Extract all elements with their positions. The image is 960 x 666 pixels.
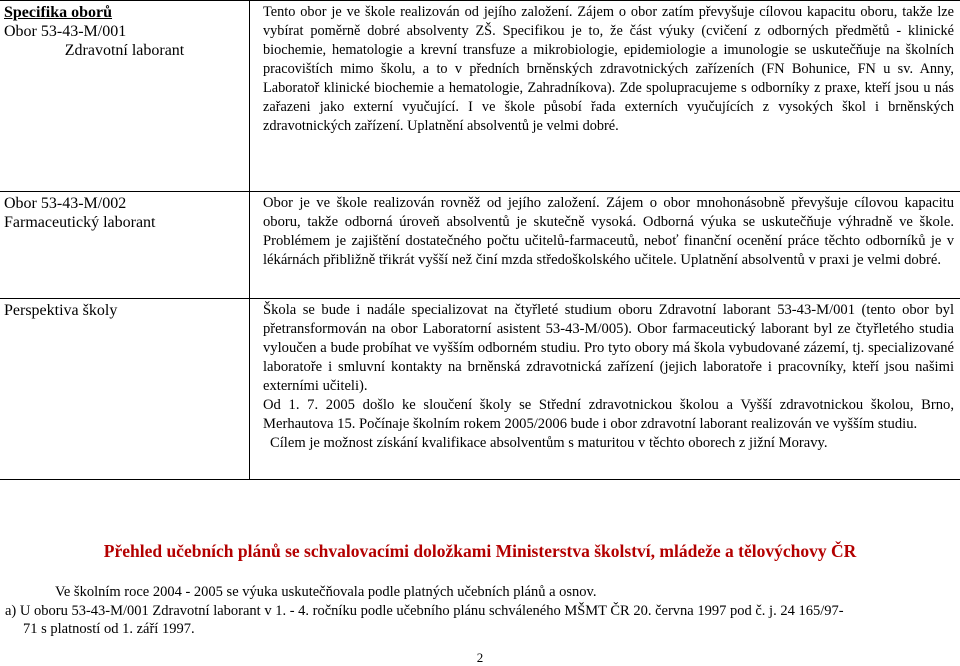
row-label xyxy=(0,192,250,298)
paragraph-item-a xyxy=(5,602,960,638)
table-row-farmaceuticky-laborant xyxy=(0,192,960,299)
section-label: Perspektiva školy xyxy=(4,302,118,319)
paragraph: Cílem je možnost získání kvalifikace absolventům s maturitou v těchto oborech z jižní Moravy. xyxy=(270,435,828,451)
table-row-perspektiva xyxy=(0,299,960,480)
field-name: Zdravotní laborant xyxy=(64,42,185,59)
row-label xyxy=(0,299,250,479)
section-heading: Přehled učebních plánů se schvalovacími doložkami Ministerstva školství, mládeže a tělovýchovy ČR xyxy=(103,541,857,561)
row-description: Tento obor je ve škole realizován od jejího založení. Zájem o obor zatím převyšuje cílovou kapacitu oboru, takže lze vybírat poměrně dobré absolventy ZŠ. Specifikou je to, že část výuky (cvičení z odborných předmětů - klinické biochemie, hematologie a krevní transfuze a mikrobiologie, epidemiologie a imunologie se uskutečňuje na školních pracovištích mimo školu, a to v předních brněnských zdravotnických zařízeních (FN Bohunice, FN u sv. Anny, Laboratoř klinické biochemie a hematologie, Zahradníkova). Zde spolupracujeme s odborníky z praxe, kteří jsou u nás zařazeni jako externí vyučující. I ve škole působí řada externích vyučujících z vysokých škol i brněnských zdravotnických zařízení. Uplatnění absolventů je velmi dobré. xyxy=(263,4,954,134)
paragraph: Škola se bude i nadále specializovat na čtyřleté studium oboru Zdravotní laborant 53-43-M/001 (tento obor byl přetransformován na obor Laboratorní asistent 53-43-M/005). Obor farmaceutický laborant byl ze čtyřletého studia vyloučen a bude probíhat ve vyšším odborném studiu. Pro tyto obory má škola vybudované zázemí, tj. specializované laboratoře i smluvní kontakty na brněnská zdravotnická zařízení (jejich laboratoře i pracovníky, kteří jsou našimi externími učiteli). xyxy=(263,302,954,394)
row-description xyxy=(250,299,960,479)
section-title: Specifika oborů xyxy=(4,4,113,21)
paragraph: Od 1. 7. 2005 došlo ke sloučení školy se Střední zdravotnickou školou a Vyšší zdravotnickou školou, Brno, Merhautova 15. Počínaje školním rokem 2005/2006 bude i obor zdravotní laborant realizován ve vyšším studiu. xyxy=(263,397,954,432)
paragraph-intro: Ve školním roce 2004 - 2005 se výuka uskutečňovala podle platných učebních plánů a osnov. xyxy=(55,584,597,600)
table-row-zdravotni-laborant xyxy=(0,1,960,192)
field-code: Obor 53-43-M/001 xyxy=(4,23,127,40)
paragraph-line: 71 s platností od 1. září 1997. xyxy=(23,621,195,637)
row-label xyxy=(0,1,250,191)
paragraph-line: a) U oboru 53-43-M/001 Zdravotní laborant v 1. - 4. ročníku podle učebního plánu schváleného MŠMT ČR 20. června 1997 pod č. j. 24 165/97- xyxy=(5,603,844,619)
field-name: Farmaceutický laborant xyxy=(4,214,156,231)
page-number: 2 xyxy=(476,650,484,665)
row-description: Obor je ve škole realizován rovněž od jejího založení. Zájem o obor mnohonásobně převyšuje cílovou kapacitu oboru, takže odborná úroveň absolventů je skutečně vysoká. Odborná výuka se uskutečňuje výhradně ve škole. Problémem je zajištění dostatečného počtu učitelů-farmaceutů, neboť finanční ocenění práce těchto odborníků je v lékárnách přibližně třikrát vyšší než činí mzda středoškolského učitele. Uplatnění absolventů v praxi je velmi dobré. xyxy=(263,195,954,268)
field-code: Obor 53-43-M/002 xyxy=(4,195,127,212)
